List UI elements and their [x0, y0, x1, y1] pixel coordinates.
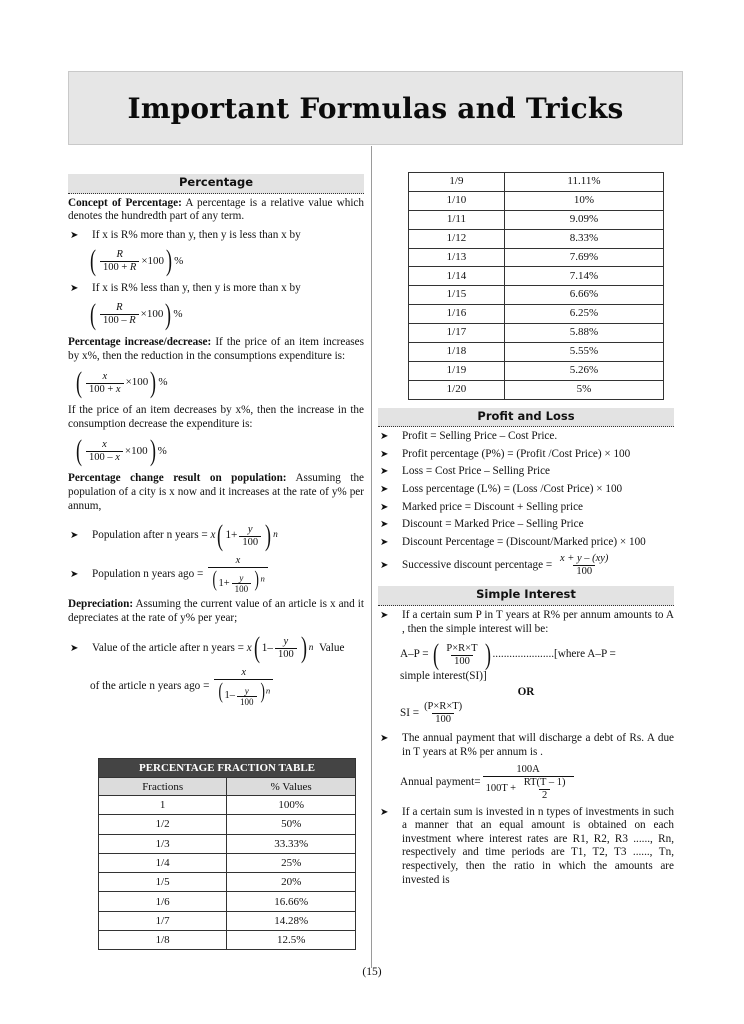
percent-cell: 5.55%	[504, 343, 663, 362]
table-row	[99, 796, 356, 815]
si-line: simple interest(SI)]	[400, 670, 487, 683]
table-row	[409, 305, 664, 324]
formula: SI = $\frac{(P\times R\times T)}{100}$	[400, 701, 463, 726]
arrow-bullet-icon: ➤	[70, 283, 79, 295]
percent-cell: 7.14%	[504, 267, 663, 286]
fraction-cell: 1/11	[409, 210, 505, 229]
arrow-bullet-icon: ➤	[380, 806, 389, 818]
fraction-table-caption: PERCENTAGE FRACTION TABLE	[99, 759, 356, 778]
list-item: ➤ Population after n years = x ( 1+ $\frac{y}{100}$ ) n	[70, 519, 278, 553]
percent-cell: 50%	[227, 815, 356, 834]
fraction-cell: 1/19	[409, 361, 505, 380]
arrow-bullet-icon: ➤	[380, 466, 389, 478]
page-number: (15)	[362, 966, 382, 978]
arrow-bullet-icon: ➤	[70, 229, 79, 241]
percent-cell: 5.88%	[504, 324, 663, 343]
list-item-text: Profit = Selling Price – Cost Price.	[402, 430, 558, 443]
list-item: ➤ Population n years ago = x (1+ $\frac{y}{100}$ )$^n$	[68, 555, 364, 594]
percent-cell: 12.5%	[227, 931, 356, 950]
formula: ( $\frac{R}{100 + R}$ ×100 ) %	[90, 244, 184, 278]
percent-cell: 10%	[504, 191, 663, 210]
list-item	[378, 465, 674, 479]
arrow-bullet-icon: ➤	[380, 431, 389, 443]
table-row	[99, 931, 356, 950]
list-item	[378, 448, 674, 462]
percent-cell: 5%	[504, 380, 663, 399]
percent-cell: 8.33%	[504, 229, 663, 248]
table-row	[99, 911, 356, 930]
arrow-bullet-icon: ➤	[380, 560, 389, 572]
arrow-bullet-icon: ➤	[380, 733, 389, 745]
list-item	[378, 501, 674, 515]
table-row	[409, 361, 664, 380]
table-row	[409, 343, 664, 362]
col-fractions: Fractions	[99, 778, 227, 796]
profit-loss-heading: Profit and Loss	[378, 408, 674, 428]
table-row	[409, 248, 664, 267]
page-title: Important Formulas and Tricks	[127, 91, 624, 125]
list-item-text: Loss percentage (L%) = (Loss /Cost Price) × 100	[402, 483, 623, 496]
arrow-bullet-icon: ➤	[70, 642, 79, 654]
depreciation-paragraph: Depreciation: Assuming the current value of an article is x and it depreciates at the rate of y% per year;	[68, 598, 364, 624]
percent-cell: 6.66%	[504, 286, 663, 305]
table-row	[409, 173, 664, 192]
table-row	[99, 873, 356, 892]
list-item-text: Loss = Cost Price – Selling Price	[402, 465, 551, 478]
table-row	[409, 380, 664, 399]
table-row	[99, 815, 356, 834]
list-item: ➤ If x is R% more than y, then y is less than x by	[70, 228, 301, 241]
table-row	[99, 853, 356, 872]
fraction-cell: 1/16	[409, 305, 505, 324]
formula: ( $\frac{x}{100 - x}$ ×100 ) %	[76, 434, 167, 468]
arrow-bullet-icon: ➤	[380, 610, 389, 622]
table-row	[409, 229, 664, 248]
table-row	[409, 210, 664, 229]
fraction-cell: 1/5	[99, 873, 227, 892]
fraction-cell: 1/13	[409, 248, 505, 267]
table-row	[409, 191, 664, 210]
formula: ( $\frac{R}{100 - R}$ ×100 ) %	[90, 297, 183, 331]
arrow-bullet-icon: ➤	[380, 519, 389, 531]
fraction-table-left	[98, 758, 356, 950]
fraction-cell: 1/2	[99, 815, 227, 834]
percent-cell: 20%	[227, 873, 356, 892]
arrow-bullet-icon: ➤	[70, 530, 79, 542]
list-item: ➤ If a certain sum P in T years at R% per annum amounts to A , then the simple interest will be:	[380, 609, 674, 635]
title-banner	[68, 71, 683, 145]
col-values: % Values	[227, 778, 356, 796]
table-row	[99, 892, 356, 911]
list-item	[378, 518, 674, 532]
formula: A–P = ( $\frac{P\times R\times T}{100}$ ) ......................[where A–P =	[400, 638, 616, 672]
arrow-bullet-icon: ➤	[380, 536, 389, 548]
percent-cell: 33.33%	[227, 834, 356, 853]
formula: Annual payment= 100A 100T + $\frac{RT(T - 1)}{2}$	[400, 764, 674, 802]
or-label: OR	[517, 685, 535, 698]
list-item-text: Discount = Marked Price – Selling Price	[402, 518, 584, 531]
table-row	[409, 267, 664, 286]
percent-cell: 9.09%	[504, 210, 663, 229]
fraction-cell: 1/7	[99, 911, 227, 930]
population-paragraph: Percentage change result on population: Assuming the population of a city is x now and it increases at the rate of y% per annum,	[68, 472, 365, 512]
percent-cell: 16.66%	[227, 892, 356, 911]
column-divider	[371, 146, 372, 968]
fraction-cell: 1/15	[409, 286, 505, 305]
fraction-cell: 1/14	[409, 267, 505, 286]
formula: of the article n years ago = x (1– $\frac{y}{100}$ )$^n$	[90, 667, 364, 706]
percent-cell: 5.26%	[504, 361, 663, 380]
fraction-cell: 1/4	[99, 853, 227, 872]
list-item-text: Profit percentage (P%) = (Profit /Cost Price) × 100	[402, 447, 631, 460]
fraction-cell: 1/18	[409, 343, 505, 362]
list-item: ➤ If x is R% less than y, then y is more than x by	[70, 282, 301, 295]
fraction-cell: 1/8	[99, 931, 227, 950]
list-item-text: Discount Percentage = (Discount/Marked price) × 100	[402, 535, 646, 548]
percent-cell: 7.69%	[504, 248, 663, 267]
arrow-bullet-icon: ➤	[380, 448, 389, 460]
fraction-cell: 1/3	[99, 834, 227, 853]
percentage-heading: Percentage	[68, 174, 364, 194]
fraction-cell: 1/10	[409, 191, 505, 210]
percent-cell: 100%	[227, 796, 356, 815]
fraction-cell: 1/12	[409, 229, 505, 248]
decrease-paragraph: If the price of an item decreases by x%, then the increase in the consumption decrease the expenditure is:	[68, 404, 364, 430]
fraction-cell: 1/17	[409, 324, 505, 343]
list-item: ➤ Successive discount percentage = $\frac{x + y - (xy)}{100}$	[380, 553, 609, 578]
list-item	[378, 483, 674, 497]
arrow-bullet-icon: ➤	[380, 501, 389, 513]
percent-cell: 6.25%	[504, 305, 663, 324]
table-row	[409, 286, 664, 305]
fraction-table-right	[408, 172, 664, 400]
list-item: ➤ Value of the article after n years = x ( 1– $\frac{y}{100}$ ) n Value	[70, 631, 345, 665]
list-item: ➤ If a certain sum is invested in n types of investments in such a manner that an equal amount is obtained on each investment where interest rates are R1, R2, R3 ......, Rn, respectively and time periods are T1, T2, T3 ......, Tn, respectively, then the ratio in which the amounts are invested is	[380, 805, 674, 886]
fraction-cell: 1/20	[409, 380, 505, 399]
list-item	[378, 430, 674, 444]
arrow-bullet-icon: ➤	[70, 568, 79, 580]
table-row	[99, 834, 356, 853]
percent-cell: 14.28%	[227, 911, 356, 930]
table-row	[409, 324, 664, 343]
right-column	[378, 172, 674, 891]
list-item-text: Marked price = Discount + Selling price	[402, 500, 584, 513]
list-item	[378, 536, 674, 550]
percent-cell: 11.11%	[504, 173, 663, 192]
arrow-bullet-icon: ➤	[380, 484, 389, 496]
fraction-cell: 1	[99, 796, 227, 815]
fraction-cell: 1/6	[99, 892, 227, 911]
simple-interest-heading: Simple Interest	[378, 586, 674, 606]
increase-paragraph: Percentage increase/decrease: If the price of an item increases by x%, then the reduction in the consumptions expenditure is:	[68, 335, 364, 362]
fraction-cell: 1/9	[409, 173, 505, 192]
percent-cell: 25%	[227, 853, 356, 872]
formula: ( $\frac{x}{100 + x}$ ×100 ) %	[76, 366, 168, 400]
list-item: ➤ The annual payment that will discharge a debt of Rs. A due in T years at R% per annum is .	[380, 732, 674, 758]
left-column	[68, 174, 364, 707]
concept-paragraph: Concept of Percentage: A percentage is a relative value which denotes the hundredth part of any term.	[68, 196, 364, 223]
